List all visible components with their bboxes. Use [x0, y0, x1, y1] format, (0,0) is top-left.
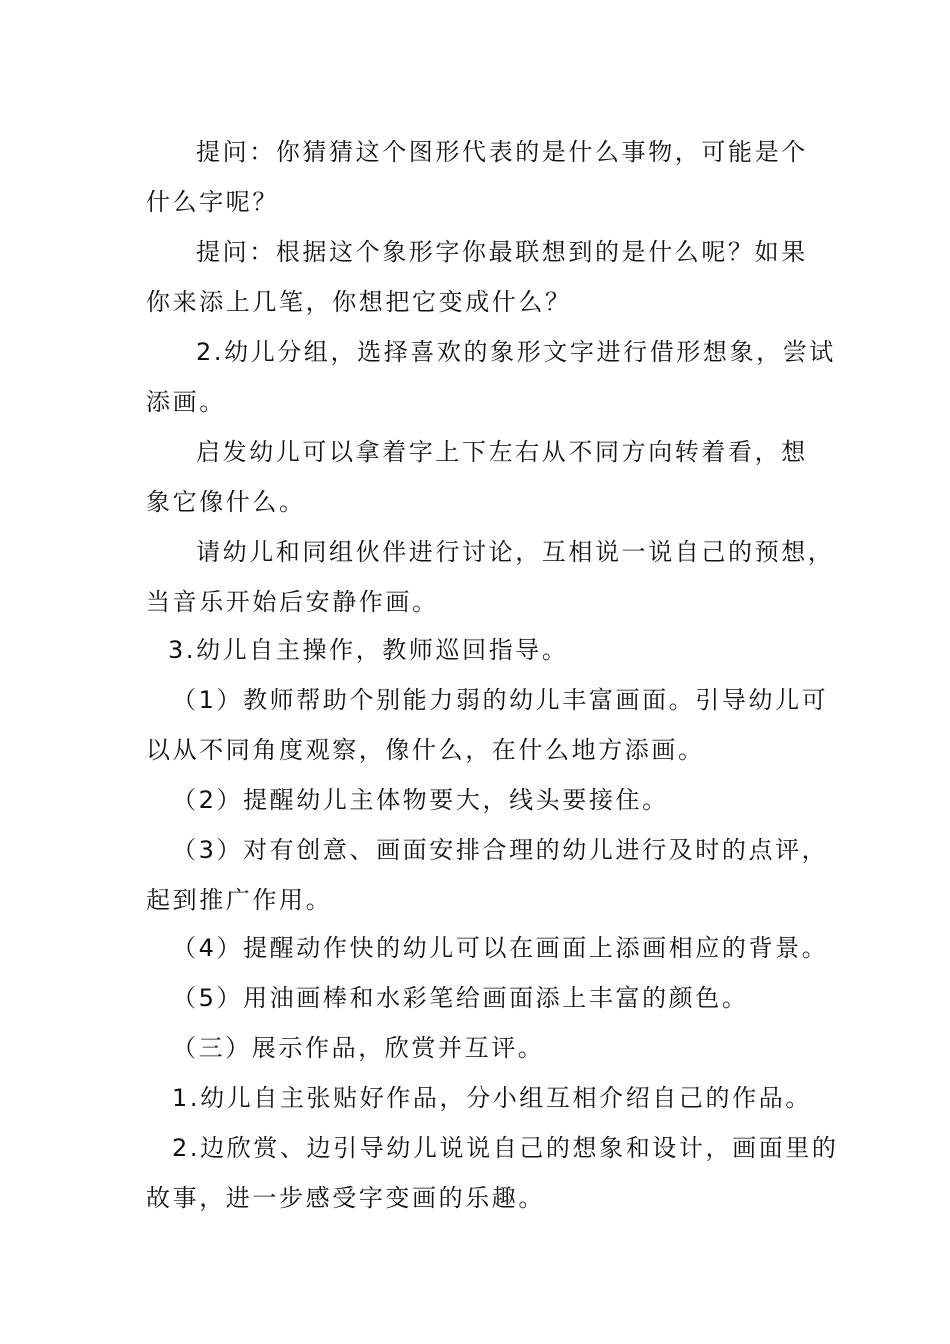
- paragraph-line: 当音乐开始后安静作画。: [146, 588, 439, 616]
- paragraph-line: 添画。: [146, 388, 226, 416]
- paragraph-line: 2.幼儿分组，选择喜欢的象形文字进行借形想象，尝试: [196, 338, 836, 366]
- paragraph-line: 启发幼儿可以拿着字上下左右从不同方向转着看，想: [196, 438, 808, 466]
- paragraph-line: （5）用油画棒和水彩笔给画面添上丰富的颜色。: [172, 984, 749, 1012]
- paragraph-line: （3）对有创意、画面安排合理的幼儿进行及时的点评，: [172, 836, 829, 864]
- paragraph-line: 请幼儿和同组伙伴进行讨论，互相说一说自己的预想，: [196, 538, 835, 566]
- paragraph-line: 1.幼儿自主张贴好作品，分小组互相介绍自己的作品。: [172, 1084, 812, 1112]
- paragraph-line: （2）提醒幼儿主体物要大，线头要接住。: [172, 786, 669, 814]
- paragraph-line: 以从不同角度观察，像什么，在什么地方添画。: [146, 736, 705, 764]
- paragraph-line: 起到推广作用。: [146, 886, 333, 914]
- paragraph-line: 你来添上几笔，你想把它变成什么？: [146, 288, 572, 316]
- paragraph-line: （4）提醒动作快的幼儿可以在画面上添画相应的背景。: [172, 934, 829, 962]
- paragraph-line: 提问：你猜猜这个图形代表的是什么事物，可能是个: [196, 138, 808, 166]
- paragraph-line: 2.边欣赏、边引导幼儿说说自己的想象和设计，画面里的: [172, 1134, 839, 1162]
- paragraph-line: 象它像什么。: [146, 488, 306, 516]
- paragraph-line: （1）教师帮助个别能力弱的幼儿丰富画面。引导幼儿可: [172, 686, 829, 714]
- paragraph-line: 提问：根据这个象形字你最联想到的是什么呢？如果: [196, 238, 808, 266]
- paragraph-line: 3.幼儿自主操作，教师巡回指导。: [168, 636, 569, 664]
- paragraph-line: 什么字呢？: [146, 188, 279, 216]
- paragraph-line: 故事，进一步感受字变画的乐趣。: [146, 1184, 545, 1212]
- section-heading: （三）展示作品，欣赏并互评。: [172, 1034, 545, 1062]
